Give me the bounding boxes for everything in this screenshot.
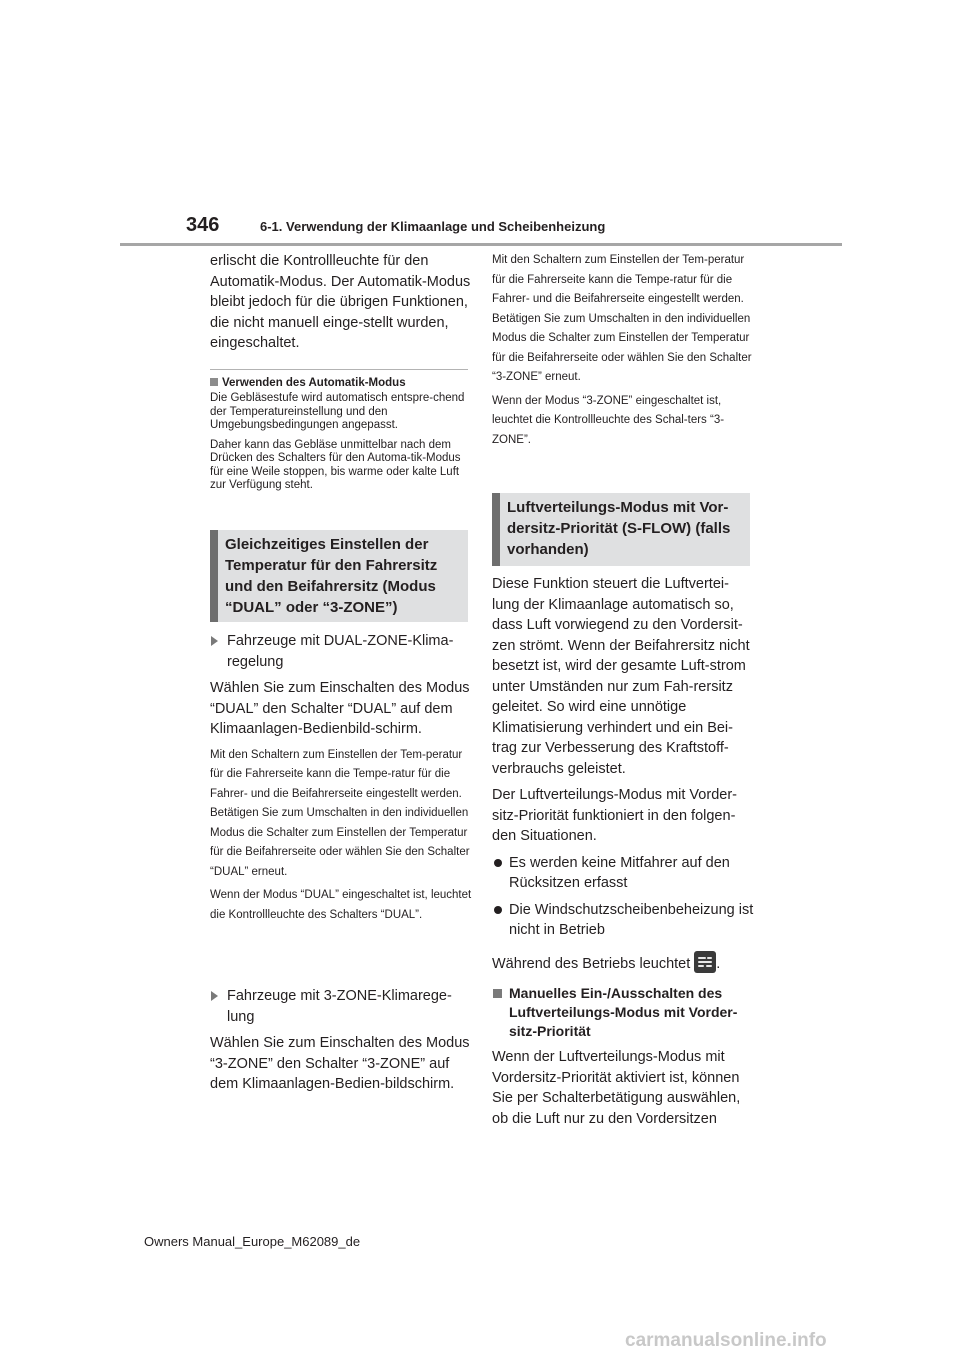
bullet-text: Die Windschutzscheibenbeheizung ist nicht in Betrieb — [509, 901, 754, 938]
three-zone-content — [210, 986, 472, 1101]
note-paragraph-2: Daher kann das Gebläse unmittelbar nach dem Drücken des Schalters für den Automa-tik-Modus für eine Weile stoppen, bis warme oder kalte Luft zur Verfügung steht. — [210, 438, 461, 491]
footer-manual-id: Owners Manual_Europe_M62089_de — [144, 1234, 361, 1249]
note-divider — [210, 369, 468, 370]
arrow-bullet-icon — [211, 636, 218, 646]
dual-small-2: Wenn der Modus “DUAL” eingeschaltet ist, leuchtet die Kontrollleuchte des Schalters “DUAL”. — [210, 889, 472, 921]
list-item — [492, 853, 754, 894]
page-number: 346 — [186, 214, 220, 236]
dual-zone-item-text: Fahrzeuge mit DUAL-ZONE-Klima-regelung — [227, 633, 454, 670]
square-bullet-icon — [493, 989, 502, 998]
dual-zone-item — [210, 631, 472, 672]
dual-zone-content — [210, 631, 472, 929]
left-column — [210, 251, 472, 360]
note-paragraph-1: Die Gebläsestufe wird automatisch entspre-chend der Temperatureinstellung und den Umgebungsbedingungen angepasst. — [210, 392, 465, 431]
sflow-paragraph-3: Wenn der Luftverteilungs-Modus mit Vordersitz-Priorität aktiviert ist, können Sie per Schalterbetätigung auswählen, ob die Luft nur zu den Vordersitzen — [492, 1049, 741, 1127]
sflow-paragraph-1: Diese Funktion steuert die Luftvertei-lung der Klimaanlage automatisch so, dass Luft vorwiegend zu den Vordersit-zen strömt. Wenn der Beifahrersitz nicht besetzt ist, wird der gesamte Luft-strom unter Umständen nur zum Fah-rersitz geleitet. So wird eine unnötige Klimatisierung verhindert und ein Bei-trag zur Verbesserung des Kraftstoff-verbrauchs geleistet. — [492, 576, 750, 777]
three-zone-paragraph: Wählen Sie zum Einschalten des Modus “3-ZONE” den Schalter “3-ZONE” auf dem Klimaanlagen-Bedien-bildschirm. — [210, 1035, 470, 1092]
bullet-text: Es werden keine Mitfahrer auf den Rücksitzen erfasst — [509, 854, 730, 891]
bullet-dot-icon — [494, 906, 502, 914]
header-divider — [120, 243, 842, 246]
sub-heading — [492, 984, 754, 1041]
operation-text: Während des Betriebs leuchtet — [492, 955, 691, 972]
note-heading — [210, 377, 472, 389]
section-header-title: 6-1. Verwendung der Klimaanlage und Scheibenheizung — [260, 219, 606, 234]
operation-line — [492, 951, 754, 975]
watermark: carmanualsonline.info — [625, 1330, 827, 1351]
dual-paragraph: Wählen Sie zum Einschalten des Modus “DUAL” den Schalter “DUAL” auf dem Klimaanlagen-Bedienbild-schirm. — [210, 680, 470, 737]
operation-punct: . — [716, 955, 721, 972]
list-item — [492, 900, 754, 941]
arrow-bullet-icon — [211, 991, 218, 1001]
three-zone-small-2: Wenn der Modus “3-ZONE” eingeschaltet ist, leuchtet die Kontrollleuchte des Schal-ters “3-ZONE”. — [492, 394, 725, 446]
intro-paragraph: erlischt die Kontrollleuchte für den Automatik-Modus. Der Automatik-Modus bleibt jedoch für die übrigen Funktionen, die nicht manuell einge-stellt wurden, eingeschaltet. — [210, 253, 471, 351]
sflow-content — [492, 574, 754, 1135]
bullet-dot-icon — [494, 859, 502, 867]
section-heading-dual: Gleichzeitiges Einstellen der Temperatur für den Fahrersitz und den Beifahrersitz (Modus “DUAL” oder “3-ZONE”) — [210, 530, 468, 622]
s-flow-indicator-icon — [694, 951, 716, 973]
note-block — [210, 369, 472, 499]
section-heading-sflow: Luftverteilungs-Modus mit Vor-dersitz-Priorität (S-FLOW) (falls vorhanden) — [492, 493, 750, 566]
square-bullet-icon — [210, 378, 218, 386]
three-zone-item — [210, 986, 472, 1027]
three-zone-small-1: Mit den Schaltern zum Einstellen der Tem-peratur für die Fahrerseite kann die Tempe-ratur für die Fahrer- und die Beifahrerseite eingestellt werden. Betätigen Sie zum Umschalten in den individuellen Modus die Schalter zum Einstellen der Temperatur für die Beifahrerseite oder wählen Sie den Schalter “3-ZONE” erneut. — [492, 254, 752, 383]
sub-heading-text: Manuelles Ein-/Ausschalten des Luftverteilungs-Modus mit Vorder-sitz-Priorität — [509, 985, 738, 1039]
dual-small-1: Mit den Schaltern zum Einstellen der Tem-peratur für die Fahrerseite kann die Tempe-ratur für die Fahrer- und die Beifahrerseite eingestellt werden. Betätigen Sie zum Umschalten in den individuellen Modus die Schalter zum Einstellen der Temperatur für die Beifahrerseite oder wählen Sie den Schalter “DUAL” erneut. — [210, 748, 470, 878]
right-column-top — [492, 251, 754, 454]
three-zone-item-text: Fahrzeuge mit 3-ZONE-Klimarege-lung — [227, 988, 452, 1025]
note-heading-text: Verwenden des Automatik-Modus — [222, 377, 406, 389]
sflow-paragraph-2: Der Luftverteilungs-Modus mit Vorder-sitz-Priorität funktioniert in den folgen-den Situationen. — [492, 787, 737, 844]
